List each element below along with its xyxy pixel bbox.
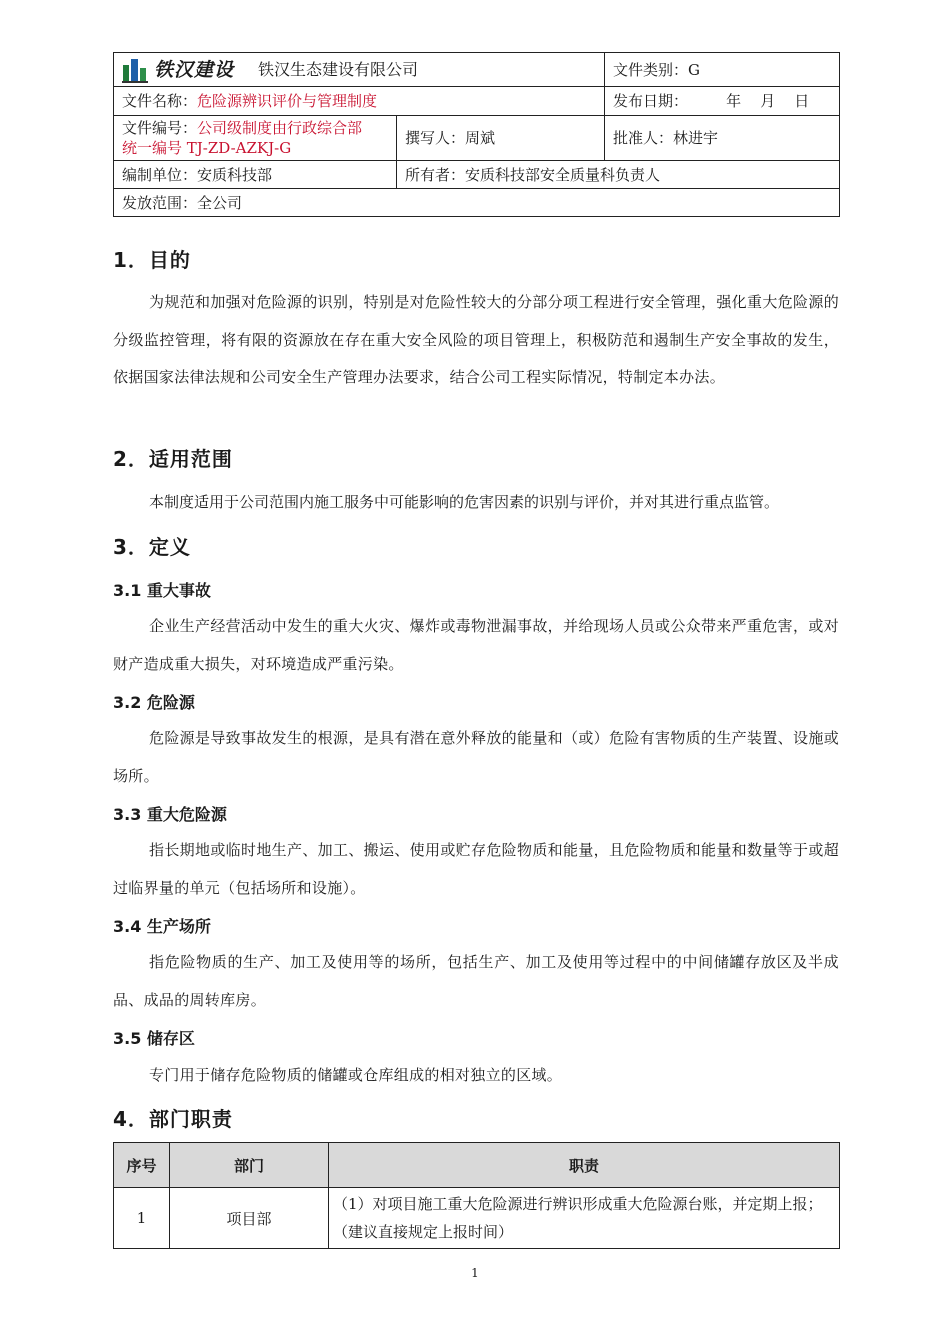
row-dept: 项目部 <box>170 1188 329 1249</box>
logo-text: 铁汉建设 <box>154 58 235 81</box>
section-3-1-title: 3.1 重大事故 <box>113 581 211 600</box>
distribution-scope: 发放范围：全公司 <box>114 189 840 217</box>
approver: 批准人：林进宇 <box>605 116 840 161</box>
section-3-5-title: 3.5 储存区 <box>113 1029 195 1048</box>
file-category: 文件类别：G <box>605 53 840 87</box>
file-name-label: 文件名称： <box>122 92 198 110</box>
row-no: 1 <box>114 1188 170 1249</box>
section-3-5-body: 专门用于储存危险物质的储罐或仓库组成的相对独立的区域。 <box>149 1066 563 1084</box>
writer: 撰写人：周斌 <box>397 116 605 161</box>
file-number-code: TJ-ZD-AZKJ-G <box>182 139 292 157</box>
section-4-title: 4．部门职责 <box>113 1107 233 1131</box>
publish-date <box>605 87 840 116</box>
section-3-title: 3．定义 <box>113 535 191 559</box>
section-3-3-title: 3.3 重大危险源 <box>113 805 227 824</box>
section-1-body: 为规范和加强对危险源的识别，特别是对危险性较大的分部分项工程进行安全管理，强化重大危险源的分级监控管理，将有限的资源放在存在重大安全风险的项目管理上，积极防范和遏制生产安全事故的发生，依据国家法律法规和公司安全生产管理办法要求，结合公司工程实际情况，特制定本办法。 <box>113 293 839 386</box>
section-2-body: 本制度适用于公司范围内施工服务中可能影响的危害因素的识别与评价，并对其进行重点监管。 <box>149 493 780 511</box>
file-number-value-2a: 统一编号 <box>122 139 183 157</box>
company-name: 铁汉生态建设有限公司 <box>258 59 419 79</box>
compile-unit: 编制单位：安质科技部 <box>114 161 397 189</box>
company-logo <box>122 57 234 83</box>
logo-cell <box>114 53 605 87</box>
file-number-label: 文件编号： <box>122 119 198 137</box>
file-name-cell <box>114 87 605 116</box>
section-2-title: 2．适用范围 <box>113 447 233 471</box>
section-3-1-body: 企业生产经营活动中发生的重大火灾、爆炸或毒物泄漏事故，并给现场人员或公众带来严重危害，或对财产造成重大损失，对环境造成严重污染。 <box>113 617 839 673</box>
section-3-3-body: 指长期地或临时地生产、加工、搬运、使用或贮存危险物质和能量，且危险物质和能量和数量等于或超过临界量的单元（包括场所和设施）。 <box>113 841 839 897</box>
department-duty-table <box>113 1142 840 1249</box>
page-number: 1 <box>471 1266 479 1280</box>
column-header-dept: 部门 <box>170 1143 329 1188</box>
building-logo-icon <box>122 57 148 83</box>
column-header-duty: 职责 <box>329 1143 840 1188</box>
document-header-table <box>113 52 840 217</box>
section-1-title: 1．目的 <box>113 248 191 272</box>
file-number-value-1: 公司级制度由行政综合部 <box>197 119 363 137</box>
section-3-4-body: 指危险物质的生产、加工及使用等的场所，包括生产、加工及使用等过程中的中间储罐存放区及半成品、成品的周转库房。 <box>113 953 839 1009</box>
column-header-no: 序号 <box>114 1143 170 1188</box>
section-3-2-title: 3.2 危险源 <box>113 693 195 712</box>
file-name-value: 危险源辨识评价与管理制度 <box>197 92 378 110</box>
row-duty: （1）对项目施工重大危险源进行辨识形成重大危险源台账，并定期上报；（建议直接规定上报时间） <box>329 1188 840 1249</box>
file-number-cell <box>114 116 397 161</box>
publish-date-text: 发布日期： 年 月 日 <box>613 92 810 110</box>
section-3-2-body: 危险源是导致事故发生的根源，是具有潜在意外释放的能量和（或）危险有害物质的生产装置、设施或场所。 <box>113 729 839 785</box>
section-3-4-title: 3.4 生产场所 <box>113 917 211 936</box>
owner: 所有者：安质科技部安全质量科负责人 <box>397 161 840 189</box>
table-row <box>114 1188 840 1249</box>
